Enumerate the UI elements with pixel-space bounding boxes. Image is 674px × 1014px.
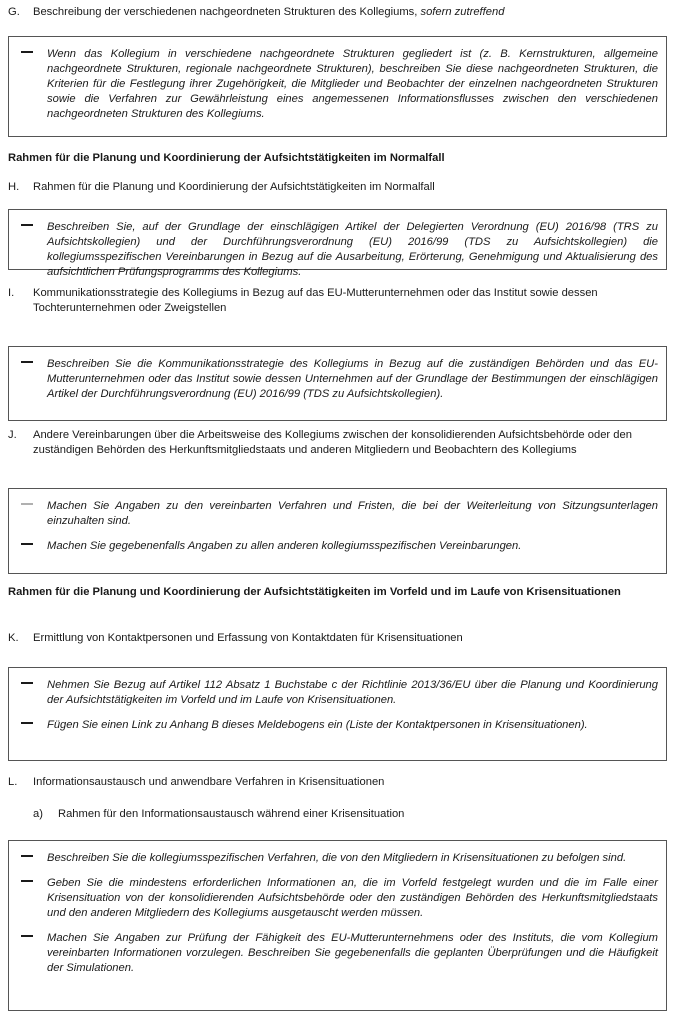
dash-bullet-icon: [21, 851, 35, 866]
section-h-instructions-box: [8, 209, 667, 278]
instruction-item: [21, 718, 658, 733]
dash-bullet-icon: [21, 220, 35, 235]
section-j-heading: [8, 428, 666, 458]
instruction-text: Machen Sie Angaben zu den vereinbarten Verfahren und Fristen, die bei der Weiterleitung von Sitzungsunterlagen einzuhalten sind.: [47, 500, 658, 527]
dash-bullet-icon: [21, 678, 35, 693]
section-title: Ermittlung von Kontaktpersonen und Erfassung von Kontaktdaten für Krisensituationen: [33, 632, 463, 644]
dash-bullet-icon: [21, 718, 35, 733]
part-heading-crisis: Rahmen für die Planung und Koordinierung der Aufsichtstätigkeiten im Vorfeld und im Laufe von Krisensituationen: [8, 586, 621, 598]
section-g-heading: [8, 5, 666, 20]
instruction-text: Machen Sie Angaben zur Prüfung der Fähigkeit des EU-Mutterunternehmens oder des Instituts, die vom Kollegium vereinbarten Informationen vorzulegen. Beschreiben Sie gegebenenfalls die geplanten Überprüfungen und die Häufigkeit der Simulationen.: [47, 932, 658, 974]
section-letter: I.: [8, 287, 15, 299]
section-g-instructions-box: [8, 36, 667, 137]
part-heading-normal: Rahmen für die Planung und Koordinierung der Aufsichtstätigkeiten im Normalfall: [8, 152, 445, 164]
section-l-instructions-box: [8, 840, 667, 1011]
instruction-item: [21, 499, 658, 529]
section-title: Andere Vereinbarungen über die Arbeitsweise des Kollegiums zwischen der konsolidierenden Aufsichtsbehörde oder den zuständigen Behörden des Herkunftsmitgliedstaats und anderen Mitgliedern und Beobachtern des Kollegiums: [33, 429, 632, 456]
subsection-title: Rahmen für den Informationsaustausch während einer Krisensituation: [58, 808, 405, 820]
instruction-text: Beschreiben Sie, auf der Grundlage der einschlägigen Artikel der Delegierten Verordnung (EU) 2016/98 (TRS zu Aufsichtskollegien) und der Durchführungsverordnung (EU) 2016/99 (TDS zu Aufsichtskollegien) die kollegiumsspezifischen Vereinbarungen in Bezug auf die Ausarbeitung, Erörterung, Genehmigung und Aktualisierung des aufsichtlichen Prüfungsprogramms des Kollegiums.: [47, 221, 658, 278]
instruction-text: Nehmen Sie Bezug auf Artikel 112 Absatz 1 Buchstabe c der Richtlinie 2013/36/EU über die Planung und Koordinierung der Aufsichtstätigkeiten im Vorfeld und im Laufe von Krisensituationen.: [47, 679, 658, 706]
dash-bullet-icon: [21, 539, 35, 554]
dash-bullet-icon: [21, 876, 35, 891]
instruction-item: [21, 539, 658, 554]
instruction-item: [21, 931, 658, 976]
instruction-text: Wenn das Kollegium in verschiedene nachgeordnete Strukturen gegliedert ist (z. B. Kernstrukturen, allgemeine nachgeordnete Strukturen, regionale nachgeordnete Strukturen), beschreiben Sie diese nachgeordneten Strukturen, die Kriterien für die Festlegung ihrer Zugehörigkeit, die Mitglieder und Beobachter der einzelnen nachgeordneten Strukturen sowie die Verfahren zur Gewährleistung eines angemessenen Informationsflusses zwischen den verschiedenen nachgeordneten Strukturen des Kollegiums.: [47, 48, 658, 120]
section-i-heading: [8, 286, 666, 316]
dash-bullet-icon: [21, 499, 35, 514]
section-l-subheading-a: [33, 807, 666, 822]
dash-bullet-icon: [21, 47, 35, 62]
dash-bullet-icon: [21, 357, 35, 372]
section-title: Kommunikationsstrategie des Kollegiums in Bezug auf das EU-Mutterunternehmen oder das Institut sowie dessen Tochterunternehmen oder Zweigstellen: [33, 287, 598, 314]
section-i-instructions-box: [8, 346, 667, 421]
instruction-item: [21, 876, 658, 921]
section-k-instructions-box: [8, 667, 667, 761]
section-l-heading: [8, 775, 666, 790]
instruction-item: [21, 47, 658, 122]
subsection-letter: a): [33, 808, 43, 820]
section-k-heading: [8, 631, 666, 646]
instruction-text: Beschreiben Sie die kollegiumsspezifischen Verfahren, die von den Mitgliedern in Krisensituationen zu befolgen sind.: [47, 852, 627, 864]
section-title-text: Beschreibung der verschiedenen nachgeordneten Strukturen des Kollegiums,: [33, 6, 418, 18]
instruction-text: Fügen Sie einen Link zu Anhang B dieses Meldebogens ein (Liste der Kontaktpersonen in Krisensituationen).: [47, 719, 588, 731]
section-letter: J.: [8, 429, 17, 441]
instruction-text: Geben Sie die mindestens erforderlichen Informationen an, die im Vorfeld festgelegt wurden und die im Falle einer Krisensituation von der konsolidierenden Aufsichtsbehörde oder den zuständigen Behörden des Herkunftsmitgliedstaats und den anderen Mitgliedern des Kollegiums ausgetauscht werden müssen.: [47, 877, 658, 919]
section-letter: L.: [8, 776, 18, 788]
section-letter: G.: [8, 6, 20, 18]
instruction-item: [21, 851, 658, 866]
section-title: Rahmen für die Planung und Koordinierung der Aufsichtstätigkeiten im Normalfall: [33, 181, 435, 193]
section-letter: K.: [8, 632, 19, 644]
instruction-item: [21, 357, 658, 402]
section-h-heading: [8, 180, 666, 195]
section-title: Informationsaustausch und anwendbare Verfahren in Krisensituationen: [33, 776, 385, 788]
dash-bullet-icon: [21, 931, 35, 946]
section-title-qualifier: sofern zutreffend: [420, 6, 505, 18]
section-title: [33, 5, 666, 20]
instruction-text: Machen Sie gegebenenfalls Angaben zu allen anderen kollegiumsspezifischen Vereinbarungen.: [47, 540, 522, 552]
instruction-text: Beschreiben Sie die Kommunikationsstrategie des Kollegiums in Bezug auf die zuständigen Behörden und das EU-Mutterunternehmen oder das Institut sowie dessen Unternehmen auf der Grundlage der Bestimmungen der einschlägigen Artikel der Durchführungsverordnung (EU) 2016/99 (TDS zu Aufsichtskollegien).: [47, 358, 658, 400]
instruction-item: [21, 678, 658, 708]
instruction-item: [21, 220, 658, 280]
section-j-instructions-box: [8, 488, 667, 574]
section-letter: H.: [8, 181, 20, 193]
